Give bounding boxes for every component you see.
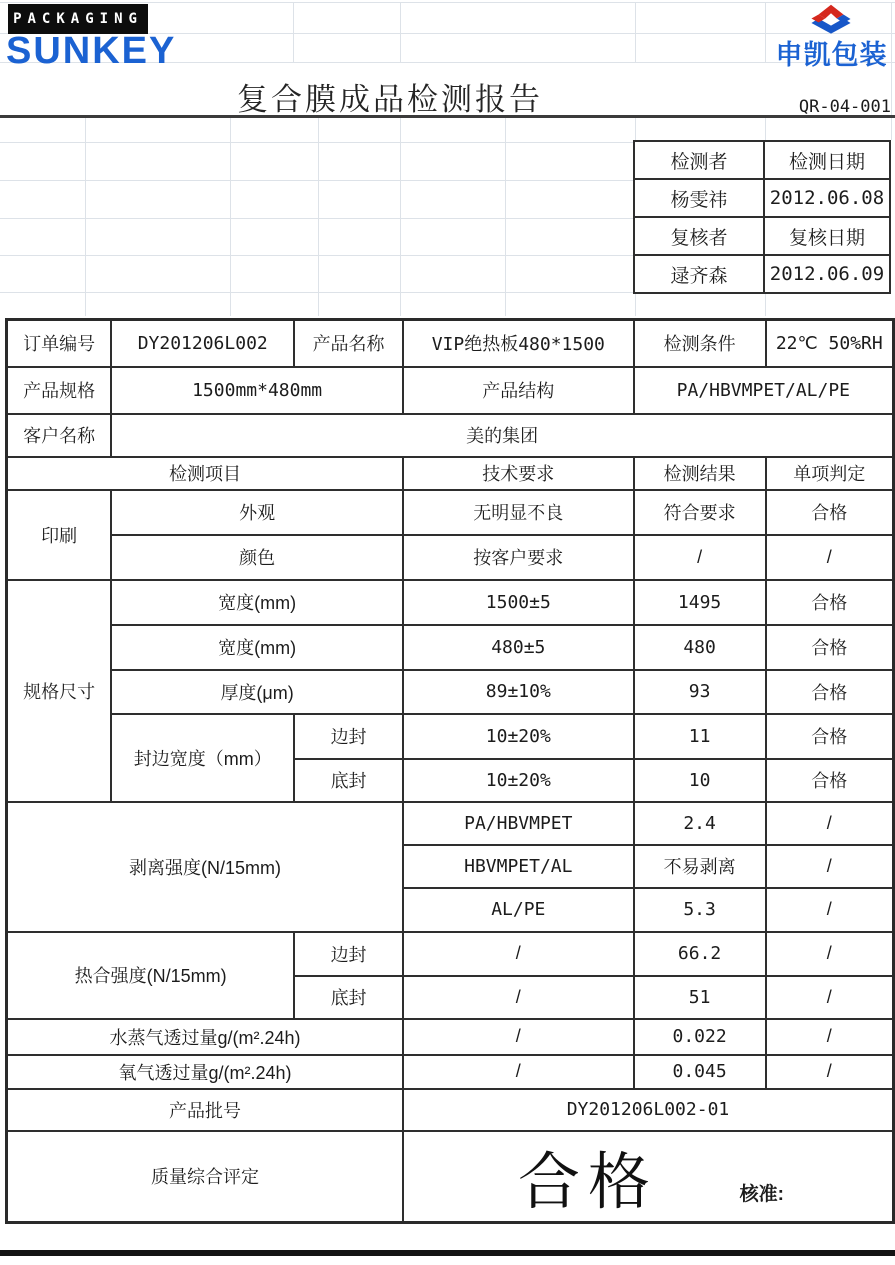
row-item: 外观	[111, 490, 403, 535]
row-result: 11	[634, 714, 766, 759]
review-date: 2012.06.09	[764, 255, 890, 293]
row-item: 边封	[294, 714, 403, 759]
row-judge: 合格	[766, 759, 894, 802]
bottom-rule	[0, 1250, 895, 1256]
gridline	[400, 2, 401, 62]
overall-grade-cell	[403, 1131, 894, 1223]
doc-code: QR-04-001	[798, 97, 891, 117]
row-result: 不易剥离	[634, 845, 766, 888]
inspector-name: 杨雯祎	[634, 179, 764, 217]
row-item: 底封	[294, 976, 403, 1019]
row-result: 480	[634, 625, 766, 670]
row-judge: 合格	[766, 625, 894, 670]
row-req: 480±5	[403, 625, 634, 670]
row-result: 0.022	[634, 1019, 766, 1055]
wvtr-label: 水蒸气透过量g/(m².24h)	[7, 1019, 403, 1055]
gridline	[765, 2, 766, 62]
gridline	[293, 2, 294, 62]
product-name: VIP绝热板480*1500	[403, 320, 634, 367]
otr-label: 氧气透过量g/(m².24h)	[7, 1055, 403, 1089]
gridline	[505, 117, 506, 316]
spec-value: 1500mm*480mm	[111, 367, 403, 414]
approve-label: 核准:	[739, 1183, 784, 1205]
row-result: 2.4	[634, 802, 766, 845]
row-result: /	[634, 535, 766, 580]
customer-label: 客户名称	[7, 414, 112, 457]
section-peel-strength: 剥离强度(N/15mm)	[7, 802, 403, 932]
row-item: 宽度(mm)	[111, 625, 403, 670]
row-result: 0.045	[634, 1055, 766, 1089]
row-result: 符合要求	[634, 490, 766, 535]
gridline	[318, 117, 319, 316]
row-judge: /	[766, 845, 894, 888]
structure-label: 产品结构	[403, 367, 634, 414]
packaging-badge-label: PACKAGING	[13, 11, 143, 27]
order-no: DY201206L002	[111, 320, 294, 367]
reviewer-label: 复核者	[634, 217, 764, 255]
row-judge: /	[766, 1019, 894, 1055]
row-req: 10±20%	[403, 714, 634, 759]
condition-label: 检测条件	[634, 320, 766, 367]
row-req: 无明显不良	[403, 490, 634, 535]
batch-label: 产品批号	[7, 1089, 403, 1131]
row-judge: /	[766, 932, 894, 976]
section-dimensions: 规格尺寸	[7, 580, 112, 802]
sunkey-logo: SUNKEY	[6, 30, 177, 72]
gridline	[0, 218, 633, 219]
header-requirement: 技术要求	[403, 457, 634, 490]
row-req: /	[403, 1055, 634, 1089]
gridline	[230, 117, 231, 316]
row-result: 1495	[634, 580, 766, 625]
gridline	[85, 117, 86, 316]
row-req: PA/HBVMPET	[403, 802, 634, 845]
row-result: 93	[634, 670, 766, 714]
gridline	[0, 2, 895, 3]
row-judge: /	[766, 976, 894, 1019]
header-item: 检测项目	[7, 457, 403, 490]
structure-value: PA/HBVMPET/AL/PE	[634, 367, 894, 414]
row-req: HBVMPET/AL	[403, 845, 634, 888]
row-req: 10±20%	[403, 759, 634, 802]
row-item: 边封	[294, 932, 403, 976]
gridline	[400, 117, 401, 316]
row-judge: 合格	[766, 714, 894, 759]
seal-width-label: 封边宽度（mm）	[111, 714, 294, 802]
gridline	[635, 2, 636, 62]
customer-value: 美的集团	[111, 414, 893, 457]
row-result: 51	[634, 976, 766, 1019]
report-title: 复合膜成品检测报告	[237, 82, 543, 117]
product-name-label: 产品名称	[294, 320, 403, 367]
row-req: /	[403, 1019, 634, 1055]
gridline	[0, 292, 633, 293]
gridline	[0, 180, 633, 181]
overall-label: 质量综合评定	[7, 1131, 403, 1223]
row-judge: 合格	[766, 670, 894, 714]
review-date-label: 复核日期	[764, 217, 890, 255]
gridline	[0, 142, 633, 143]
row-result: 5.3	[634, 888, 766, 932]
inspect-date: 2012.06.08	[764, 179, 890, 217]
sign-table	[633, 140, 891, 294]
row-judge: 合格	[766, 490, 894, 535]
batch-value: DY201206L002-01	[403, 1089, 894, 1131]
reviewer-name: 逯齐森	[634, 255, 764, 293]
section-printing: 印刷	[7, 490, 112, 580]
header-result: 检测结果	[634, 457, 766, 490]
report-table	[5, 318, 895, 1224]
row-req: /	[403, 932, 634, 976]
row-req: 按客户要求	[403, 535, 634, 580]
row-req: AL/PE	[403, 888, 634, 932]
condition-value: 22℃ 50%RH	[766, 320, 894, 367]
row-item: 厚度(μm)	[111, 670, 403, 714]
row-req: 1500±5	[403, 580, 634, 625]
inspect-date-label: 检测日期	[764, 141, 890, 179]
spec-label: 产品规格	[7, 367, 112, 414]
row-item: 宽度(mm)	[111, 580, 403, 625]
overall-grade: 合格	[517, 1147, 658, 1217]
row-req: 89±10%	[403, 670, 634, 714]
row-result: 66.2	[634, 932, 766, 976]
row-judge: /	[766, 535, 894, 580]
row-judge: /	[766, 1055, 894, 1089]
inspector-label: 检测者	[634, 141, 764, 179]
row-req: /	[403, 976, 634, 1019]
row-judge: /	[766, 888, 894, 932]
row-result: 10	[634, 759, 766, 802]
order-no-label: 订单编号	[7, 320, 112, 367]
row-judge: /	[766, 802, 894, 845]
row-item: 颜色	[111, 535, 403, 580]
row-item: 底封	[294, 759, 403, 802]
section-heat-seal-strength: 热合强度(N/15mm)	[7, 932, 295, 1019]
gridline	[0, 255, 633, 256]
shenkai-logo-text: 申凯包装	[775, 40, 888, 70]
header-judgement: 单项判定	[766, 457, 894, 490]
row-judge: 合格	[766, 580, 894, 625]
